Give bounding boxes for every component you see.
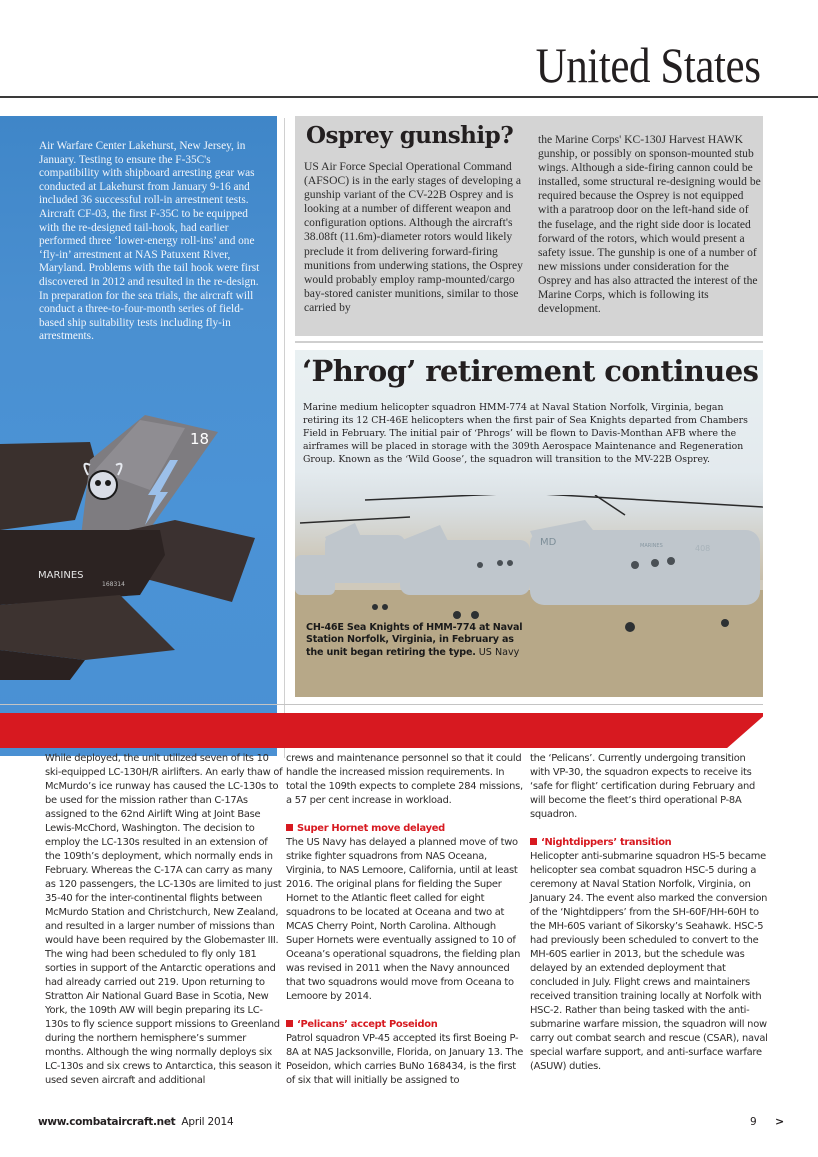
column-divider xyxy=(284,118,285,758)
phrog-headline: ‘Phrog’ retirement continues xyxy=(302,354,759,388)
article-paragraph: Patrol squadron VP-45 accepted its first Boeing P-8A at NAS Jacksonville, Florida, on January 13. The Poseidon, which carries BuNo 168434, is the first of six that will initially be assigned to xyxy=(286,1033,524,1086)
article-column-1 xyxy=(45,752,283,1088)
photo-credit: US Navy xyxy=(478,646,520,658)
bullet-square-icon xyxy=(286,824,293,831)
article-paragraph: crews and maintenance personnel so that it could handle the increased mission requirements. In total the 109th expects to complete 284 missions, a 57 per cent increase in workload. xyxy=(286,753,523,806)
bullet-square-icon xyxy=(530,838,537,845)
section-rule xyxy=(0,704,763,705)
svg-text:168314: 168314 xyxy=(102,581,125,588)
red-section-banner xyxy=(0,713,763,748)
article-paragraph: the ‘Pelicans’. Currently undergoing transition with VP-30, the squadron expects to receive its ‘safe for flight’ certification during February and will become the fleet’s third operational P-8A squadron. xyxy=(530,753,756,820)
title-rule xyxy=(0,96,818,98)
f35-story-text: Air Warfare Center Lakehurst, New Jersey, in January. Testing to ensure the F-35C's compatibility with shipboard arresting gear was conducted at Lakehurst from January 9-16 and included 36 successful roll-in arrestment tests. Aircraft CF-03, the first F-35C to be equipped with the re-designed tail-hook, had earlier performed three ‘lower-energy roll-ins’ and one ‘fly-in’ arrestment at NAS Patuxent River, Maryland. Problems with the tail hook were first discovered in 2012 and resulted in the re-design. In preparation for the sea trials, the aircraft will conduct a three-to-four-month series of field-based ship suitability tests including fly-in arrestments. xyxy=(39,140,260,343)
website-link[interactable]: www.combataircraft.net xyxy=(38,1116,176,1128)
osprey-text-col1: US Air Force Special Operational Command (AFSOC) is in the early stages of developing a gunship variant of the CV-22B Osprey and is looking at a number of different weapon and configuration options. Although the aircraft's 38.08ft (11.6m)-diameter rotors would likely preclude it from delivering forward-firing munitions from underwing stations, the Osprey would probably employ ramp-mounted/cargo bay-stored canister munitions, similar to those carried by xyxy=(304,160,523,314)
subhead-super-hornet: Super Hornet move delayed xyxy=(286,822,524,836)
next-page-arrow-icon[interactable]: > xyxy=(775,1115,785,1128)
article-paragraph: While deployed, the unit utilized seven of its 10 ski-equipped LC-130H/R airlifters. An early thaw of McMurdo’s ice runway has caused the LC-130s to be used for the mission rather than C-17As assigned to the 62nd Airlift Wing at Joint Base Lewis-McChord, Washington. The decision to employ the LC-130s resulted in an extension of the 109th’s deployment, which normally ends in February. Whereas the C-17A can carry as many as 120 passengers, the LC-130s are limited to just 35-40 for the inter-continental flights between McMurdo Station and Christchurch, New Zealand, and resulted in a larger number of missions than would have been required by the Globemaster III. The wing had been scheduled to fly only 181 sorties in support of the Antarctic operations and had already carried out 219. Upon returning to Stratton Air National Guard Base in Scotia, New York, the 109th AW will begin preparing its LC-130s to fly science support missions to Greenland during the northern hemisphere’s summer months. Although the wing normally deploys six LC-130s and six crews to Antarctica, this season it used seven aircraft and additional xyxy=(45,753,283,1086)
page-number: 9 xyxy=(750,1116,757,1128)
page-footer xyxy=(38,1116,233,1128)
caption-text: CH-46E Sea Knights of HMM-774 at Naval Station Norfolk, Virginia, in February as the unit began retiring the type. xyxy=(306,622,523,658)
svg-text:408: 408 xyxy=(695,544,711,553)
subhead-pelicans: ‘Pelicans’ accept Poseidon xyxy=(286,1018,524,1032)
photo-caption xyxy=(306,622,526,659)
article-paragraph: Helicopter anti-submarine squadron HS-5 became helicopter sea combat squadron HSC-5 during a ceremony at Naval Station Norfolk, Virginia, on January 24. The event also marked the conversion of the ‘Nightdippers’ from the SH-60F/HH-60H to the MH-60S variant of Sikorsky’s Seahawk. HSC-5 had previously been scheduled to convert to the MH-60S earlier in 2013, but the schedule was delayed by an extended deployment that concluded in July. Flight crews and maintainers received transition training locally at Norfolk with HSC-2. Rather than being tasked with the anti-submarine warfare mission, the squadron will now carry out combat search and rescue (CSAR), naval special warfare support, and anti-surface warfare (ASUW) duties. xyxy=(530,851,768,1072)
osprey-headline: Osprey gunship? xyxy=(306,122,514,149)
phrog-retirement-story xyxy=(295,350,763,697)
ch46e-helicopters-photo xyxy=(295,495,763,697)
osprey-gunship-box xyxy=(295,116,763,336)
f35-story-panel xyxy=(0,116,277,756)
svg-text:MARINES: MARINES xyxy=(640,543,663,549)
phrog-story-text: Marine medium helicopter squadron HMM-774 at Naval Station Norfolk, Virginia, began retiring its 12 CH-46E helicopters when the first pair of Sea Knights departed from Chambers Field in February. The initial pair of ‘Phrogs’ will be flown to Davis-Monthan AFB where the airframes will be placed in storage with the 309th Aerospace Maintenance and Regeneration Group. Known as the ‘Wild Goose’, the squadron will transition to the MV-22B Osprey. xyxy=(303,402,748,465)
svg-text:18: 18 xyxy=(190,430,210,448)
article-column-3 xyxy=(530,752,768,1074)
section-title: United States xyxy=(536,37,761,93)
osprey-text-col2: the Marine Corps' KC-130J Harvest HAWK gunship, or possibly on sponson-mounted stub wings. Although a side-firing cannon could be installed, some structural re-designing would be required because the Osprey is not equipped with a paratroop door on the left-hand side of the fuselage, and the right side door is located forward of the rotors, which would present a safety issue. The gunship is one of a number of new missions under consideration for the Osprey and has also attracted the interest of the Marine Corps, which is following its development. xyxy=(538,133,761,316)
subhead-nightdippers: ‘Nightdippers’ transition xyxy=(530,836,768,850)
svg-text:MARINES: MARINES xyxy=(38,570,84,581)
section-rule xyxy=(295,341,763,343)
bullet-square-icon xyxy=(286,1020,293,1027)
article-paragraph: The US Navy has delayed a planned move of two strike fighter squadrons from NAS Oceana, Virginia, to NAS Lemoore, California, until at least 2016. The original plans for fielding the Super Hornet to the Atlantic fleet called for eight squadrons to be located at Oceana and two at MCAS Cherry Point, North Carolina. Although Super Hornets were eventually assigned to 10 of Oceana’s operational squadrons, the fielding plan was revised in 2011 when the Navy announced that two squadrons would move from Oceana to Lemoore by 2014. xyxy=(286,837,521,1002)
article-column-2 xyxy=(286,752,524,1088)
f35c-tail-photo xyxy=(0,380,277,756)
issue-date: April 2014 xyxy=(181,1116,234,1128)
svg-text:MD: MD xyxy=(540,537,557,548)
